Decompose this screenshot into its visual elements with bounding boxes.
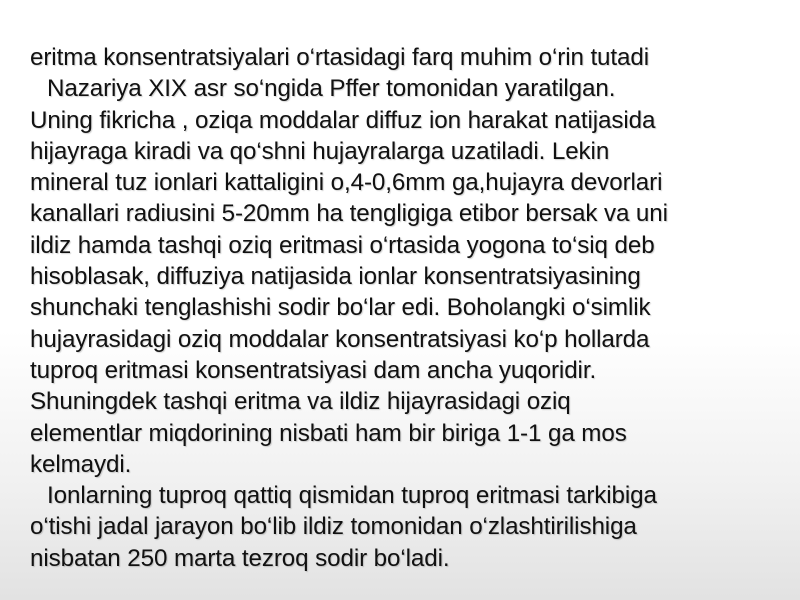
- text-line: nisbatan 250 marta tezroq sodir bo‘ladi.: [30, 544, 450, 572]
- text-line: mineral tuz ionlari kattaligini o,4-0,6mm ga,hujayra devorlari: [30, 169, 663, 197]
- text-line: hijayraga kiradi va qo‘shni hujayralarga uzatiladi. Lekin: [30, 137, 610, 165]
- text-line: ildiz hamda tashqi oziq eritmasi o‘rtasida yogona to‘siq deb: [30, 231, 655, 259]
- body-text: [30, 42, 790, 574]
- text-line: o‘tishi jadal jarayon bo‘lib ildiz tomonidan o‘zlashtirilishiga: [30, 513, 637, 541]
- text-line: hisoblasak, diffuziya natijasida ionlar konsentratsiyasining: [30, 263, 641, 291]
- text-line: Nazariya XIX asr so‘ngida Pffer tomonidan yaratilgan.: [47, 75, 616, 103]
- text-line: elementlar miqdorining nisbati ham bir biriga 1-1 ga mos: [30, 419, 627, 447]
- text-line: Ionlarning tuproq qattiq qismidan tuproq eritmasi tarkibiga: [47, 482, 657, 510]
- text-line: kanallari radiusini 5-20mm ha tengligiga etibor bersak va uni: [30, 200, 668, 228]
- text-line: Shuningdek tashqi eritma va ildiz hijayrasidagi oziq: [30, 388, 571, 416]
- text-line: tuproq eritmasi konsentratsiyasi dam ancha yuqoridir.: [30, 356, 597, 384]
- text-line: hujayrasidagi oziq moddalar konsentratsiyasi ko‘p hollarda: [30, 325, 650, 353]
- text-line: eritma konsentratsiyalari o‘rtasidagi farq muhim o‘rin tutadi: [30, 44, 650, 71]
- text-line: kelmaydi.: [30, 450, 132, 478]
- text-line: shunchaki tenglashishi sodir bo‘lar edi. Boholangki o‘simlik: [30, 294, 651, 322]
- text-line: Uning fikricha , oziqa moddalar diffuz ion harakat natijasida: [30, 106, 656, 134]
